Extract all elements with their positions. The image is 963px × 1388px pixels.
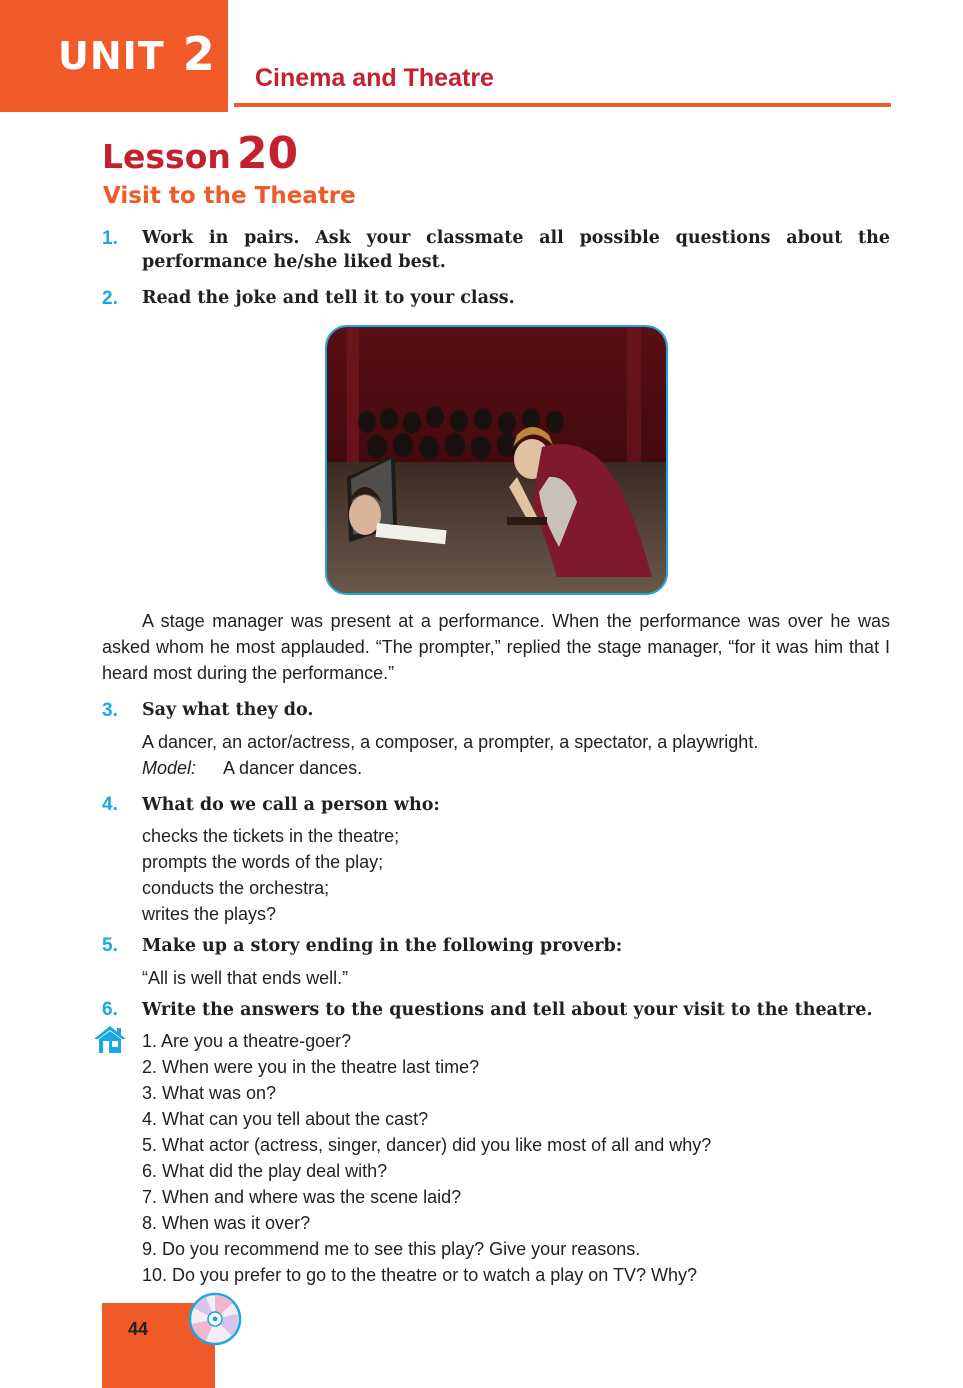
unit-number: 2 <box>182 27 215 81</box>
lesson-number: 20 <box>236 128 299 179</box>
exercise-instruction: Write the answers to the questions and tell about your visit to the theatre. <box>142 1000 873 1020</box>
exercise-word-list: A dancer, an actor/actress, a composer, a prompter, a spectator, a playwright. <box>142 732 759 752</box>
list-item: checks the tickets in the theatre; <box>142 826 400 846</box>
model-text: A dancer dances. <box>223 758 363 778</box>
exercise-number: 6. <box>102 999 118 1020</box>
home-icon <box>93 1024 127 1054</box>
exercise-instruction: Work in pairs. Ask your classmate all possible questions about the performance he/she liked best. <box>142 228 890 272</box>
list-item: 1. Are you a theatre-goer? <box>142 1031 352 1051</box>
proverb: “All is well that ends well.” <box>142 968 349 988</box>
question-list <box>142 1028 711 1288</box>
lesson-heading <box>102 128 298 179</box>
list-item: 7. When and where was the scene laid? <box>142 1187 462 1207</box>
list-item: 5. What actor (actress, singer, dancer) did you like most of all and why? <box>142 1135 712 1155</box>
exercise-number: 2. <box>102 288 118 309</box>
unit-word: UNIT <box>58 34 165 78</box>
exercise-number: 5. <box>102 935 118 956</box>
list-item: 3. What was on? <box>142 1083 277 1103</box>
list-item: prompts the words of the play; <box>142 852 384 872</box>
model-label: Model: <box>142 758 197 778</box>
lesson-word: Lesson <box>102 137 231 176</box>
list-item: conducts the orchestra; <box>142 878 330 898</box>
list-item: 8. When was it over? <box>142 1213 311 1233</box>
list-item: 9. Do you recommend me to see this play? Give your reasons. <box>142 1239 641 1259</box>
list-item: 10. Do you prefer to go to the theatre or to watch a play on TV? Why? <box>142 1265 697 1285</box>
header-rule <box>234 103 891 107</box>
list-item: 6. What did the play deal with? <box>142 1161 388 1181</box>
page-number: 44 <box>128 1319 149 1339</box>
lesson-title: Visit to the Theatre <box>103 183 356 209</box>
exercise-instruction: Make up a story ending in the following proverb: <box>142 936 623 956</box>
exercise-instruction: What do we call a person who: <box>142 795 440 815</box>
exercise-instruction: Read the joke and tell it to your class. <box>142 288 515 308</box>
exercise-number: 3. <box>102 700 118 721</box>
exercise-number: 1. <box>102 228 118 249</box>
cd-icon <box>188 1292 242 1346</box>
list-item: 2. When were you in the theatre last time? <box>142 1057 480 1077</box>
theatre-photo <box>325 325 668 595</box>
unit-title: Cinema and Theatre <box>255 64 494 92</box>
unit-banner <box>0 0 228 112</box>
exercise-instruction: Say what they do. <box>142 700 314 720</box>
list-item: 4. What can you tell about the cast? <box>142 1109 429 1129</box>
list-item: writes the plays? <box>142 904 277 924</box>
joke-text: A stage manager was present at a performance. When the performance was over he was asked whom he most applauded. “The prompter,” replied the stage manager, “for it was him that I heard most during the performance.” <box>102 611 890 683</box>
exercise-number: 4. <box>102 794 118 815</box>
stage-scene-illustration <box>327 327 668 595</box>
model-line <box>142 755 362 781</box>
